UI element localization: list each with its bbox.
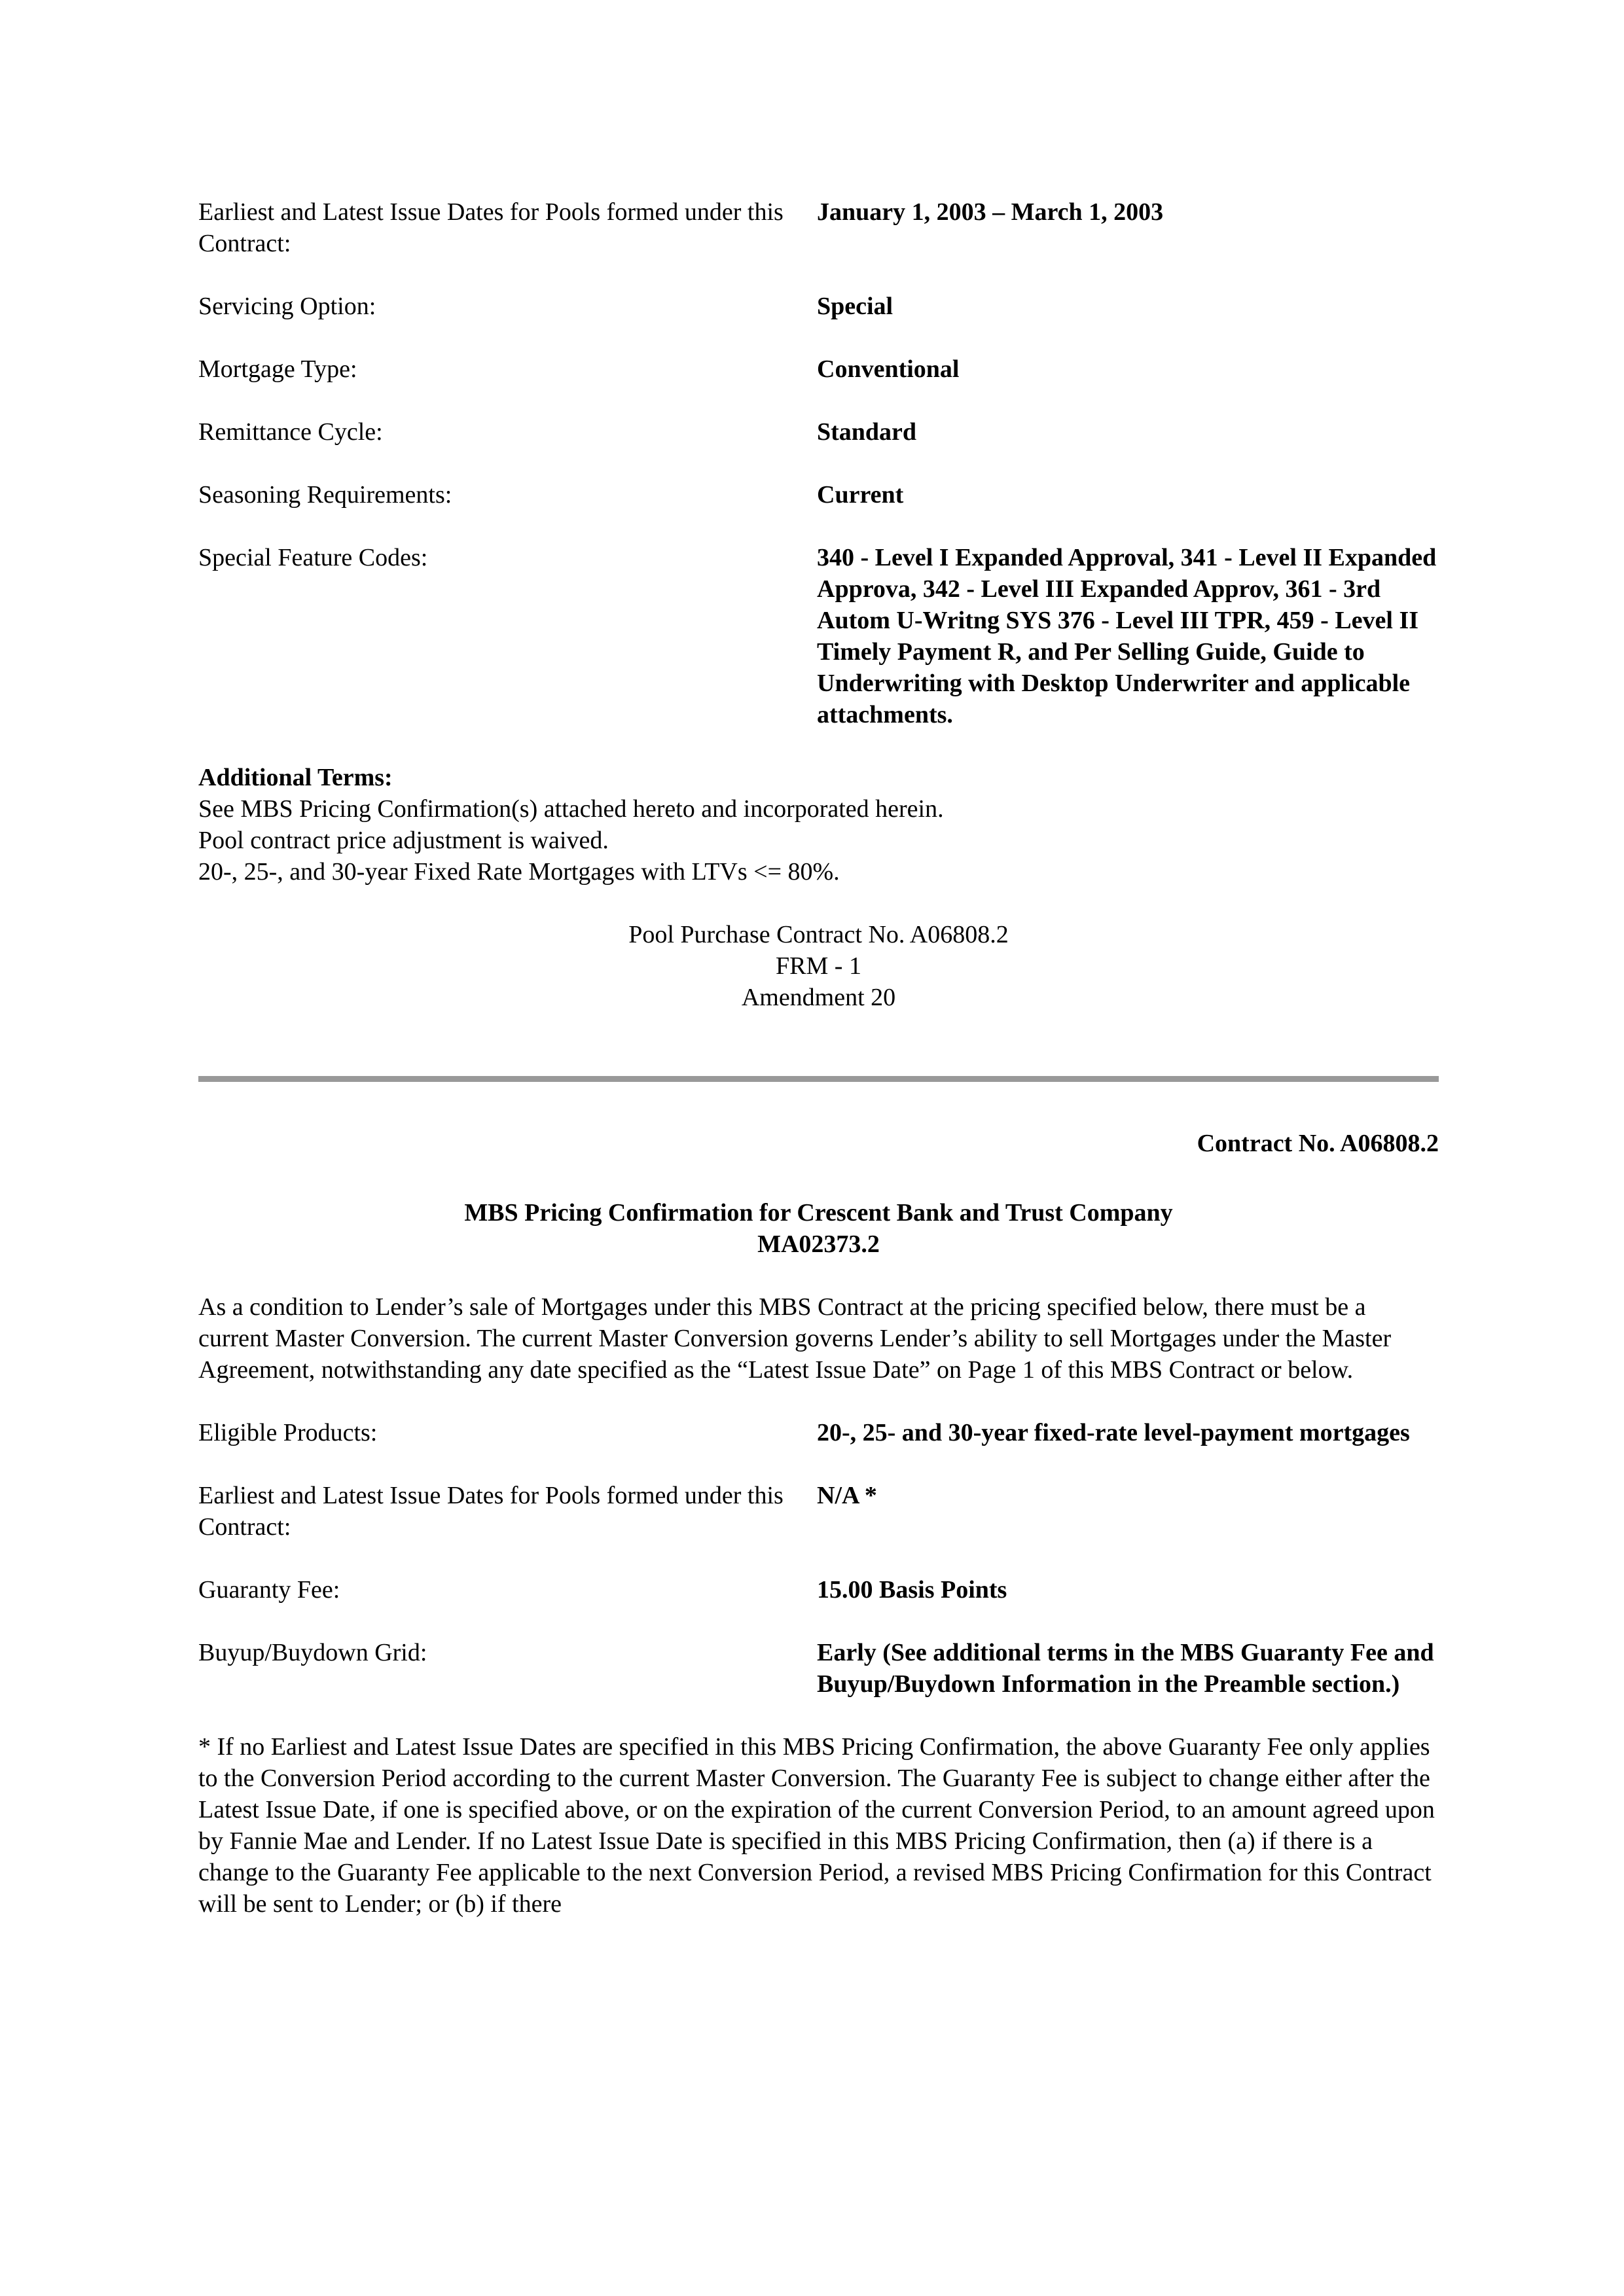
seasoning-row (198, 479, 1439, 511)
buyup-buydown-label: Buyup/Buydown Grid: (198, 1639, 427, 1666)
additional-term: 20-, 25-, and 30-year Fixed Rate Mortgages with LTVs <= 80%. (198, 858, 840, 886)
seasoning-value: Current (817, 481, 904, 509)
confirmation-issue-dates-label: Earliest and Latest Issue Dates for Pools formed under this Contract: (198, 1482, 784, 1541)
servicing-option-value: Special (817, 293, 893, 320)
document-page (198, 196, 1439, 1920)
mortgage-type-label: Mortgage Type: (198, 355, 357, 383)
confirmation-issue-dates-row (198, 1480, 1439, 1543)
additional-terms (198, 762, 1439, 888)
guaranty-fee-footnote: * If no Earliest and Latest Issue Dates are specified in this MBS Pricing Confirmation, the above Guaranty Fee only applies to the Conversion Period according to the current Master Conversion. The Guaranty Fee is subject to change either after the Latest Issue Date, if one is specified above, or on the expiration of the current Conversion Period, to an amount agreed upon by Fannie Mae and Lender. If no Latest Issue Date is specified in this MBS Pricing Confirmation, then (a) if there is a change to the Guaranty Fee applicable to the next Conversion Period, a revised MBS Pricing Confirmation for this Contract will be sent to Lender; or (b) if there (198, 1733, 1435, 1918)
servicing-option-label: Servicing Option: (198, 293, 376, 320)
eligible-products-value: 20-, 25- and 30-year fixed-rate level-payment mortgages (817, 1419, 1410, 1446)
special-feature-codes-label: Special Feature Codes: (198, 544, 428, 571)
mortgage-type-row (198, 353, 1439, 385)
footer-amendment-line: Amendment 20 (741, 984, 896, 1011)
contract-number: Contract No. A06808.2 (1197, 1130, 1439, 1157)
issue-dates-label: Earliest and Latest Issue Dates for Pools formed under this Contract: (198, 198, 784, 257)
remittance-cycle-label: Remittance Cycle: (198, 418, 383, 446)
mortgage-type-value: Conventional (817, 355, 960, 383)
eligible-products-row (198, 1417, 1439, 1448)
seasoning-label: Seasoning Requirements: (198, 481, 452, 509)
confirmation-title-line2: MA02373.2 (757, 1230, 880, 1258)
servicing-option-row (198, 291, 1439, 322)
eligible-products-label: Eligible Products: (198, 1419, 378, 1446)
issue-dates-row (198, 196, 1439, 259)
page-footer (198, 919, 1439, 1013)
special-feature-codes-row (198, 542, 1439, 730)
buyup-buydown-row (198, 1637, 1439, 1700)
guaranty-fee-label: Guaranty Fee: (198, 1576, 340, 1604)
intro-paragraph: As a condition to Lender’s sale of Mortgages under this MBS Contract at the pricing specified below, there must be a current Master Conversion. The current Master Conversion governs Lender’s ability to sell Mortgages under the Master Agreement, notwithstanding any date specified as the “Latest Issue Date” on Page 1 of this MBS Contract or below. (198, 1293, 1392, 1384)
additional-term: Pool contract price adjustment is waived. (198, 827, 609, 854)
confirmation-issue-dates-value: N/A * (817, 1482, 877, 1509)
footer-contract-line: Pool Purchase Contract No. A06808.2 (628, 921, 1009, 948)
confirmation-title (198, 1197, 1439, 1260)
confirmation-title-line1: MBS Pricing Confirmation for Crescent Bank and Trust Company (464, 1199, 1173, 1227)
additional-terms-heading: Additional Terms: (198, 764, 393, 791)
footer-frm-line: FRM - 1 (776, 952, 861, 980)
guaranty-fee-row (198, 1574, 1439, 1605)
buyup-buydown-value: Early (See additional terms in the MBS Guaranty Fee and Buyup/Buydown Information in the Preamble section.) (817, 1639, 1434, 1698)
guaranty-fee-value: 15.00 Basis Points (817, 1576, 1007, 1604)
remittance-cycle-value: Standard (817, 418, 917, 446)
issue-dates-value: January 1, 2003 – March 1, 2003 (817, 198, 1164, 226)
remittance-cycle-row (198, 416, 1439, 448)
page-divider (198, 1076, 1439, 1082)
special-feature-codes-value: 340 - Level I Expanded Approval, 341 - Level II Expanded Approva, 342 - Level III Expanded Approv, 361 - 3rd Autom U-Writng SYS 376 - Level III TPR, 459 - Level II Timely Payment R, and Per Selling Guide, Guide to Underwriting with Desktop Underwriter and applicable attachments. (817, 544, 1437, 728)
additional-term: See MBS Pricing Confirmation(s) attached hereto and incorporated herein. (198, 795, 944, 823)
